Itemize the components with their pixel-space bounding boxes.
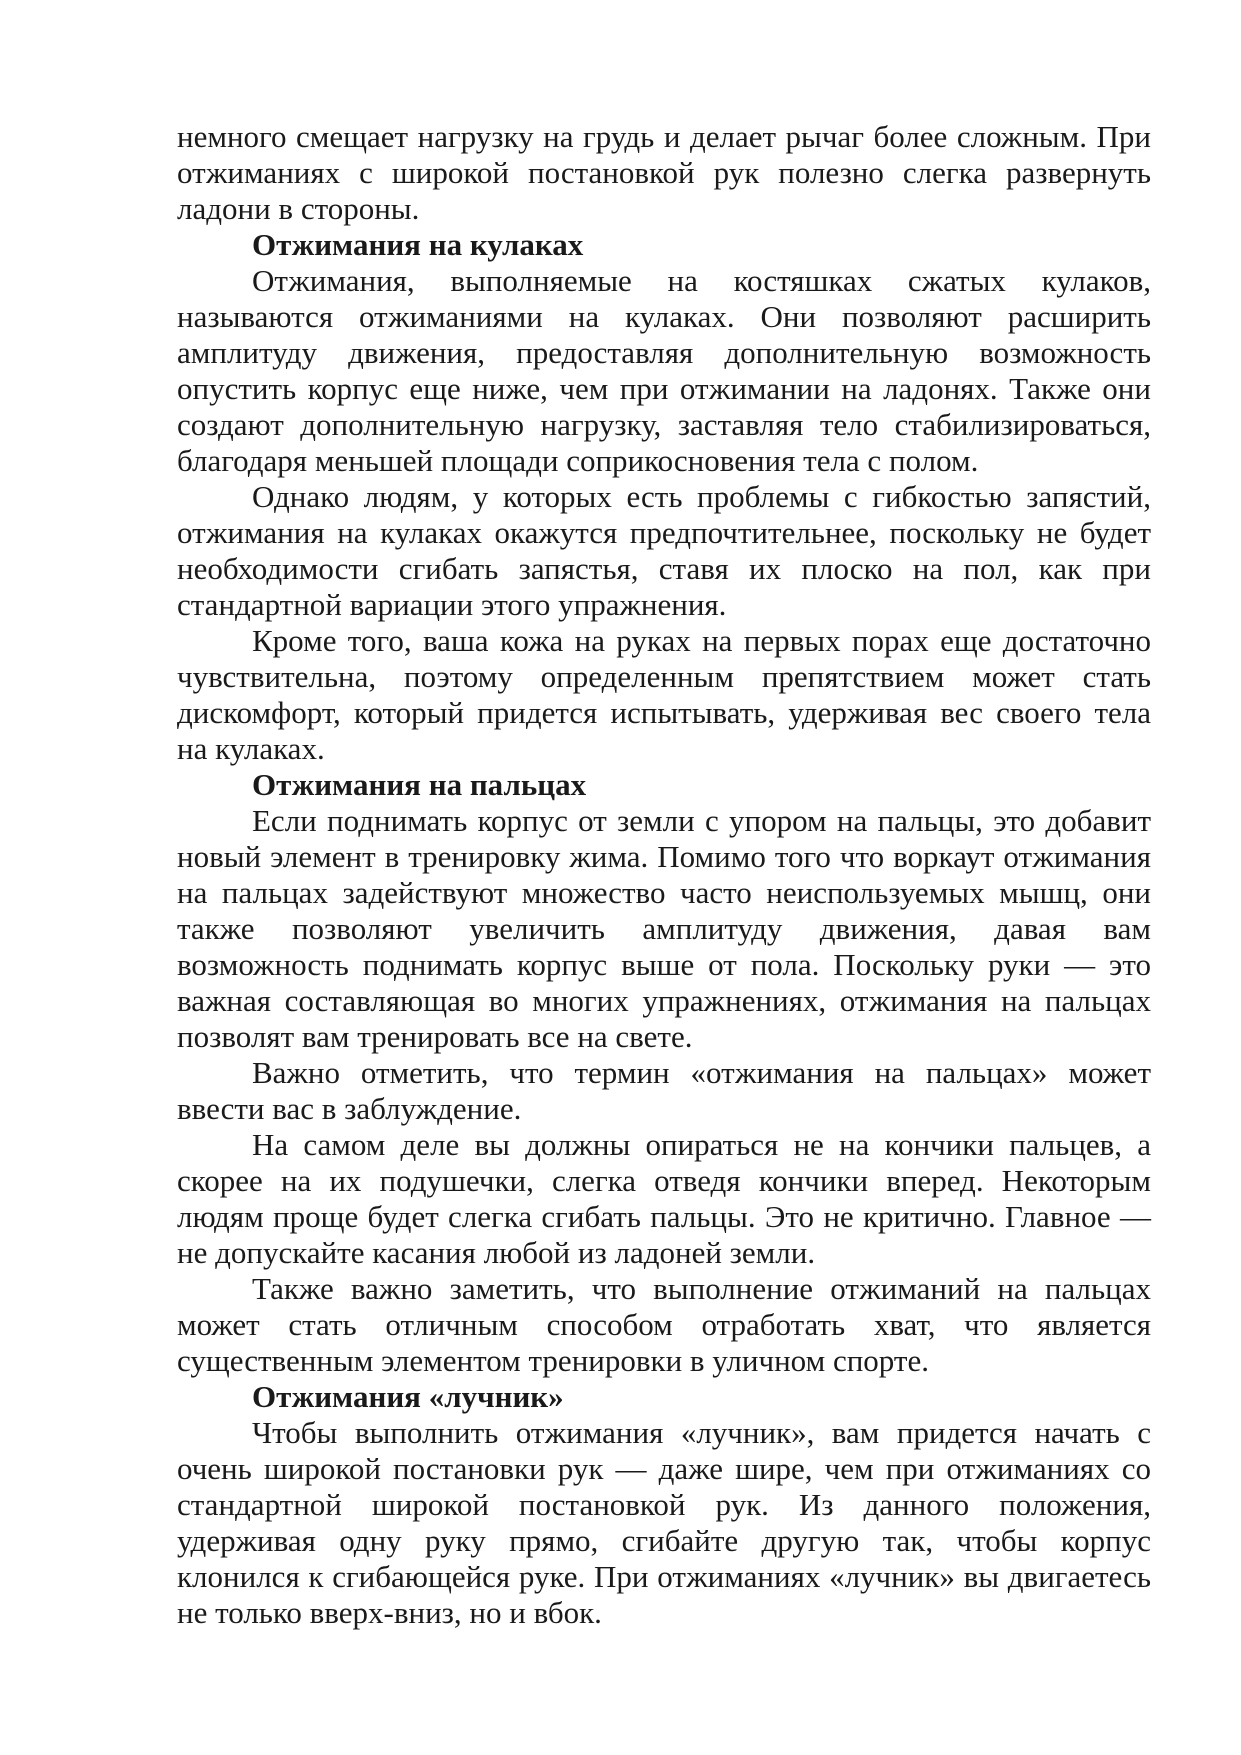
paragraph: Также важно заметить, что выполнение отжиманий на пальцах может стать отличным способом отработать хват, что является существенным элементом тренировки в уличном спорте. [177,1271,1151,1378]
paragraph: Кроме того, ваша кожа на руках на первых порах еще достаточно чувствительна, поэтому определенным препятствием может стать дискомфорт, который придется испытывать, удерживая вес своего тела на кулаках. [177,623,1151,766]
paragraph: Чтобы выполнить отжимания «лучник», вам придется начать с очень широкой постановки рук — даже шире, чем при отжиманиях со стандартной широкой постановкой рук. Из данного положения, удерживая одну руку прямо, сгибайте другую так, чтобы корпус клонился к сгибающейся руке. При отжиманиях «лучник» вы двигаетесь не только вверх-вниз, но и вбок. [177,1415,1151,1630]
section-heading-archer-pushups: Отжимания «лучник» [252,1379,564,1414]
paragraph: Если поднимать корпус от земли с упором на пальцы, это добавит новый элемент в тренировку жима. Помимо того что воркаут отжимания на пальцах задействуют множество часто неиспользуемых мышц, они также позволяют увеличить амплитуду движения, давая вам возможность поднимать корпус выше от пола. Поскольку руки — это важная составляющая во многих упражнениях, отжимания на пальцах позволят вам тренировать все на свете. [177,803,1151,1054]
paragraph: Однако людям, у которых есть проблемы с гибкостью запястий, отжимания на кулаках окажутся предпочтительнее, поскольку не будет необходимости сгибать запястья, ставя их плоско на пол, как при стандартной вариации этого упражнения. [177,479,1151,622]
paragraph: немного смещает нагрузку на грудь и делает рычаг более сложным. При отжиманиях с широкой постановкой рук полезно слегка развернуть ладони в стороны. [177,119,1151,226]
section-heading-finger-pushups: Отжимания на пальцах [252,767,587,802]
section-heading-fist-pushups: Отжимания на кулаках [252,227,584,262]
paragraph: Важно отметить, что термин «отжимания на пальцах» может ввести вас в заблуждение. [177,1055,1151,1126]
paragraph: Отжимания, выполняемые на костяшках сжатых кулаков, называются отжиманиями на кулаках. Они позволяют расширить амплитуду движения, предоставляя дополнительную возможность опустить корпус еще ниже, чем при отжимании на ладонях. Также они создают дополнительную нагрузку, заставляя тело стабилизироваться, благодаря меньшей площади соприкосновения тела с полом. [177,263,1151,478]
text-body [177,119,1151,1631]
paragraph: На самом деле вы должны опираться не на кончики пальцев, а скорее на их подушечки, слегка отведя кончики вперед. Некоторым людям проще будет слегка сгибать пальцы. Это не критично. Главное — не допускайте касания любой из ладоней земли. [177,1127,1151,1270]
